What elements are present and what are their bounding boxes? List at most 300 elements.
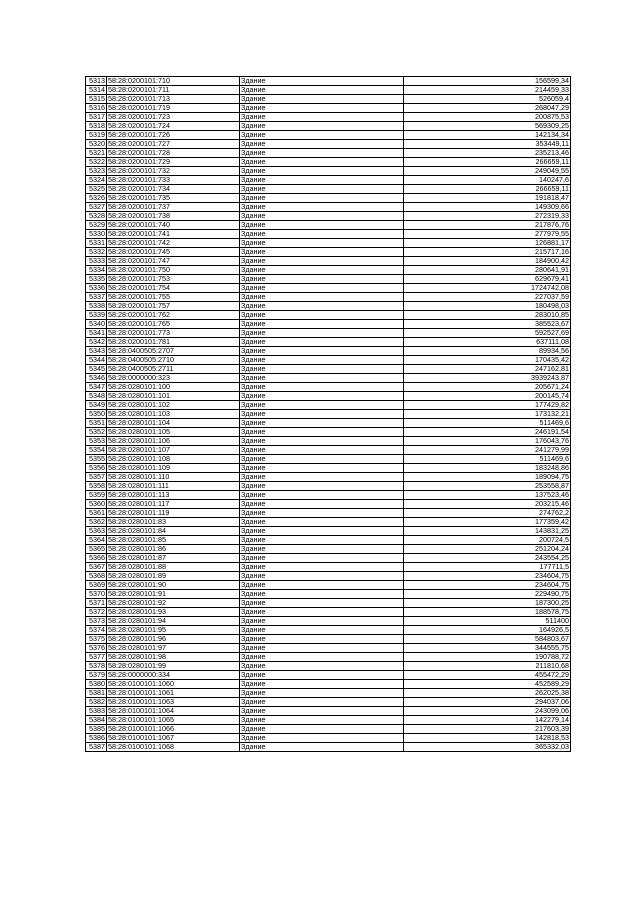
cadastral-number-cell: 58:28:0100101:1066 [107,725,240,734]
cadastral-number-cell: 58:28:0200101:735 [107,194,240,203]
table-row [86,401,571,410]
cadastral-number-cell: 58:28:0100101:1060 [107,680,240,689]
cadastral-value-cell: 274762,2 [404,509,571,518]
cadastral-number-cell: 58:28:0280101:85 [107,536,240,545]
cadastral-number-cell: 58:28:0280101:107 [107,446,240,455]
cadastral-value-cell: 283010,85 [404,311,571,320]
object-type-cell: Здание [240,662,404,671]
cadastral-number-cell: 58:28:0200101:755 [107,293,240,302]
cadastral-value-cell: 511400 [404,617,571,626]
cadastral-value-cell: 143831,25 [404,527,571,536]
table-row [86,374,571,383]
table-row [86,743,571,752]
object-type-cell: Здание [240,545,404,554]
table-row [86,545,571,554]
cadastral-number-cell: 58:28:0200101:745 [107,248,240,257]
row-number-cell: 5320 [86,140,107,149]
table-row [86,617,571,626]
object-type-cell: Здание [240,392,404,401]
cadastral-value-cell: 385523,67 [404,320,571,329]
row-number-cell: 5337 [86,293,107,302]
cadastral-value-cell: 177711,5 [404,563,571,572]
object-type-cell: Здание [240,311,404,320]
object-type-cell: Здание [240,131,404,140]
row-number-cell: 5379 [86,671,107,680]
object-type-cell: Здание [240,464,404,473]
row-number-cell: 5366 [86,554,107,563]
object-type-cell: Здание [240,698,404,707]
cadastral-value-cell: 353449,11 [404,140,571,149]
object-type-cell: Здание [240,230,404,239]
row-number-cell: 5368 [86,572,107,581]
table-row [86,365,571,374]
cadastral-number-cell: 58:28:0200101:747 [107,257,240,266]
cadastral-number-cell: 58:28:0200101:740 [107,221,240,230]
cadastral-value-cell: 183248,86 [404,464,571,473]
row-number-cell: 5383 [86,707,107,716]
object-type-cell: Здание [240,293,404,302]
cadastral-number-cell: 58:28:0280101:91 [107,590,240,599]
table-row [86,662,571,671]
cadastral-value-cell: 234604,75 [404,572,571,581]
cadastral-number-cell: 58:28:0280101:111 [107,482,240,491]
cadastral-number-cell: 58:28:0280101:110 [107,473,240,482]
cadastral-number-cell: 58:28:0280101:98 [107,653,240,662]
row-number-cell: 5321 [86,149,107,158]
cadastral-number-cell: 58:28:0200101:710 [107,77,240,86]
object-type-cell: Здание [240,194,404,203]
object-type-cell: Здание [240,320,404,329]
cadastral-number-cell: 58:28:0100101:1063 [107,698,240,707]
row-number-cell: 5358 [86,482,107,491]
cadastral-value-cell: 211810,68 [404,662,571,671]
cadastral-value-cell: 190788,72 [404,653,571,662]
table-row [86,392,571,401]
object-type-cell: Здание [240,374,404,383]
table-row [86,203,571,212]
row-number-cell: 5325 [86,185,107,194]
object-type-cell: Здание [240,680,404,689]
row-number-cell: 5386 [86,734,107,743]
cadastral-number-cell: 58:28:0280101:117 [107,500,240,509]
table-body [86,77,571,752]
table-row [86,257,571,266]
cadastral-number-cell: 58:28:0280101:97 [107,644,240,653]
row-number-cell: 5338 [86,302,107,311]
cadastral-value-cell: 215717,16 [404,248,571,257]
row-number-cell: 5319 [86,131,107,140]
object-type-cell: Здание [240,122,404,131]
row-number-cell: 5323 [86,167,107,176]
table-row [86,446,571,455]
table-row [86,581,571,590]
cadastral-number-cell: 58:28:0100101:1064 [107,707,240,716]
row-number-cell: 5336 [86,284,107,293]
table-row [86,563,571,572]
cadastral-value-cell: 142134,34 [404,131,571,140]
table-row [86,482,571,491]
object-type-cell: Здание [240,266,404,275]
object-type-cell: Здание [240,185,404,194]
cadastral-value-cell: 173132,21 [404,410,571,419]
row-number-cell: 5367 [86,563,107,572]
table-row [86,491,571,500]
table-row [86,536,571,545]
object-type-cell: Здание [240,212,404,221]
cadastral-number-cell: 58:28:0280101:95 [107,626,240,635]
object-type-cell: Здание [240,482,404,491]
object-type-cell: Здание [240,509,404,518]
cadastral-number-cell: 58:28:0280101:96 [107,635,240,644]
cadastral-value-cell: 149309,66 [404,203,571,212]
cadastral-number-cell: 58:28:0280101:109 [107,464,240,473]
row-number-cell: 5373 [86,617,107,626]
row-number-cell: 5344 [86,356,107,365]
object-type-cell: Здание [240,716,404,725]
row-number-cell: 5359 [86,491,107,500]
object-type-cell: Здание [240,437,404,446]
cadastral-number-cell: 58:28:0200101:738 [107,212,240,221]
table-row [86,302,571,311]
table-row [86,590,571,599]
cadastral-value-cell: 247162,81 [404,365,571,374]
cadastral-number-cell: 58:28:0280101:100 [107,383,240,392]
object-type-cell: Здание [240,635,404,644]
cadastral-value-cell: 584803,67 [404,635,571,644]
object-type-cell: Здание [240,239,404,248]
table-row [86,698,571,707]
table-row [86,500,571,509]
row-number-cell: 5342 [86,338,107,347]
row-number-cell: 5324 [86,176,107,185]
cadastral-value-cell: 227037,59 [404,293,571,302]
row-number-cell: 5349 [86,401,107,410]
table-row [86,383,571,392]
object-type-cell: Здание [240,734,404,743]
cadastral-value-cell: 344555,75 [404,644,571,653]
row-number-cell: 5362 [86,518,107,527]
table-row [86,527,571,536]
table-row [86,518,571,527]
cadastral-number-cell: 58:28:0400505:2711 [107,365,240,374]
row-number-cell: 5350 [86,410,107,419]
cadastral-number-cell: 58:28:0000000:323 [107,374,240,383]
row-number-cell: 5341 [86,329,107,338]
table-row [86,185,571,194]
cadastral-number-cell: 58:28:0280101:104 [107,419,240,428]
cadastral-value-cell: 452589,29 [404,680,571,689]
cadastral-value-cell: 177359,42 [404,518,571,527]
cadastral-number-cell: 58:28:0200101:753 [107,275,240,284]
cadastral-number-cell: 58:28:0280101:87 [107,554,240,563]
cadastral-number-cell: 58:28:0280101:93 [107,608,240,617]
cadastral-value-cell: 200145,74 [404,392,571,401]
object-type-cell: Здание [240,401,404,410]
table-row [86,86,571,95]
row-number-cell: 5355 [86,455,107,464]
cadastral-value-cell: 180498,03 [404,302,571,311]
row-number-cell: 5363 [86,527,107,536]
object-type-cell: Здание [240,176,404,185]
cadastral-value-cell: 251204,24 [404,545,571,554]
cadastral-number-cell: 58:28:0280101:119 [107,509,240,518]
table-row [86,158,571,167]
cadastral-number-cell: 58:28:0200101:711 [107,86,240,95]
row-number-cell: 5375 [86,635,107,644]
table-row [86,644,571,653]
cadastral-value-cell: 243099,06 [404,707,571,716]
cadastral-number-cell: 58:28:0200101:765 [107,320,240,329]
row-number-cell: 5327 [86,203,107,212]
cadastral-number-cell: 58:28:0280101:101 [107,392,240,401]
table-row [86,338,571,347]
cadastral-number-cell: 58:28:0400505:2710 [107,356,240,365]
cadastral-value-cell: 140247,6 [404,176,571,185]
cadastral-number-cell: 58:28:0200101:741 [107,230,240,239]
cadastral-value-cell: 3939243,87 [404,374,571,383]
object-type-cell: Здание [240,410,404,419]
row-number-cell: 5343 [86,347,107,356]
cadastral-number-cell: 58:28:0280101:103 [107,410,240,419]
row-number-cell: 5382 [86,698,107,707]
object-type-cell: Здание [240,113,404,122]
cadastral-number-cell: 58:28:0280101:105 [107,428,240,437]
cadastral-value-cell: 188578,75 [404,608,571,617]
cadastral-number-cell: 58:28:0280101:92 [107,599,240,608]
cadastral-number-cell: 58:28:0200101:773 [107,329,240,338]
object-type-cell: Здание [240,365,404,374]
row-number-cell: 5372 [86,608,107,617]
row-number-cell: 5331 [86,239,107,248]
row-number-cell: 5353 [86,437,107,446]
table-row [86,293,571,302]
table-row [86,149,571,158]
cadastral-value-cell: 200724,5 [404,536,571,545]
object-type-cell: Здание [240,599,404,608]
object-type-cell: Здание [240,455,404,464]
table-row [86,284,571,293]
object-type-cell: Здание [240,347,404,356]
object-type-cell: Здание [240,617,404,626]
object-type-cell: Здание [240,725,404,734]
table-row [86,689,571,698]
cadastral-value-cell: 156599,34 [404,77,571,86]
row-number-cell: 5322 [86,158,107,167]
row-number-cell: 5330 [86,230,107,239]
cadastral-value-cell: 629679,41 [404,275,571,284]
object-type-cell: Здание [240,608,404,617]
cadastral-number-cell: 58:28:0200101:762 [107,311,240,320]
row-number-cell: 5374 [86,626,107,635]
cadastral-number-cell: 58:28:0200101:724 [107,122,240,131]
table-row [86,140,571,149]
cadastral-value-cell: 365332,03 [404,743,571,752]
table-row [86,113,571,122]
object-type-cell: Здание [240,203,404,212]
object-type-cell: Здание [240,707,404,716]
row-number-cell: 5378 [86,662,107,671]
cadastral-number-cell: 58:28:0200101:719 [107,104,240,113]
cadastral-value-cell: 176043,76 [404,437,571,446]
cadastral-value-cell: 266659,11 [404,158,571,167]
object-type-cell: Здание [240,491,404,500]
cadastral-value-cell: 526059,4 [404,95,571,104]
object-type-cell: Здание [240,689,404,698]
table-row [86,734,571,743]
object-type-cell: Здание [240,743,404,752]
row-number-cell: 5387 [86,743,107,752]
object-type-cell: Здание [240,302,404,311]
cadastral-number-cell: 58:28:0280101:89 [107,572,240,581]
row-number-cell: 5354 [86,446,107,455]
cadastral-value-cell: 164926,5 [404,626,571,635]
table-row [86,329,571,338]
cadastral-number-cell: 58:28:0400505:2707 [107,347,240,356]
row-number-cell: 5361 [86,509,107,518]
row-number-cell: 5340 [86,320,107,329]
cadastral-value-cell: 272319,33 [404,212,571,221]
object-type-cell: Здание [240,329,404,338]
cadastral-number-cell: 58:28:0280101:113 [107,491,240,500]
object-type-cell: Здание [240,626,404,635]
object-type-cell: Здание [240,581,404,590]
cadastral-value-cell: 187300,25 [404,599,571,608]
object-type-cell: Здание [240,572,404,581]
cadastral-number-cell: 58:28:0280101:90 [107,581,240,590]
object-type-cell: Здание [240,248,404,257]
cadastral-value-cell: 191818,47 [404,194,571,203]
table-row [86,437,571,446]
object-type-cell: Здание [240,590,404,599]
cadastral-value-cell: 511469,6 [404,419,571,428]
cadastral-value-cell: 243554,25 [404,554,571,563]
cadastral-number-cell: 58:28:0200101:734 [107,185,240,194]
table-row [86,671,571,680]
cadastral-value-cell: 142818,53 [404,734,571,743]
object-type-cell: Здание [240,149,404,158]
table-row [86,608,571,617]
cadastral-value-cell: 205671,24 [404,383,571,392]
object-type-cell: Здание [240,383,404,392]
cadastral-number-cell: 58:28:0200101:723 [107,113,240,122]
cadastral-number-cell: 58:28:0200101:742 [107,239,240,248]
cadastral-number-cell: 58:28:0200101:732 [107,167,240,176]
table-row [86,455,571,464]
cadastral-number-cell: 58:28:0200101:733 [107,176,240,185]
cadastral-number-cell: 58:28:0280101:94 [107,617,240,626]
row-number-cell: 5334 [86,266,107,275]
object-type-cell: Здание [240,167,404,176]
table-row [86,725,571,734]
row-number-cell: 5360 [86,500,107,509]
table-row [86,347,571,356]
cadastral-value-cell: 170435,42 [404,356,571,365]
table-row [86,509,571,518]
cadastral-value-cell: 569309,25 [404,122,571,131]
object-type-cell: Здание [240,428,404,437]
cadastral-value-cell: 637111,08 [404,338,571,347]
table-row [86,167,571,176]
cadastral-value-cell: 200875,53 [404,113,571,122]
object-type-cell: Здание [240,554,404,563]
row-number-cell: 5313 [86,77,107,86]
object-type-cell: Здание [240,518,404,527]
row-number-cell: 5345 [86,365,107,374]
cadastral-number-cell: 58:28:0200101:750 [107,266,240,275]
cadastral-number-cell: 58:28:0280101:106 [107,437,240,446]
row-number-cell: 5370 [86,590,107,599]
row-number-cell: 5371 [86,599,107,608]
cadastral-value-cell: 235213,46 [404,149,571,158]
cadastral-number-cell: 58:28:0280101:108 [107,455,240,464]
row-number-cell: 5315 [86,95,107,104]
cadastral-number-cell: 58:28:0200101:726 [107,131,240,140]
object-type-cell: Здание [240,473,404,482]
object-type-cell: Здание [240,95,404,104]
row-number-cell: 5333 [86,257,107,266]
cadastral-value-cell: 268047,29 [404,104,571,113]
cadastral-value-cell: 241279,99 [404,446,571,455]
row-number-cell: 5335 [86,275,107,284]
row-number-cell: 5339 [86,311,107,320]
cadastral-value-cell: 294037,06 [404,698,571,707]
cadastral-number-cell: 58:28:0100101:1068 [107,743,240,752]
table-row [86,356,571,365]
row-number-cell: 5377 [86,653,107,662]
row-number-cell: 5385 [86,725,107,734]
table-row [86,599,571,608]
object-type-cell: Здание [240,671,404,680]
cadastral-value-cell: 455472,29 [404,671,571,680]
object-type-cell: Здание [240,653,404,662]
table-row [86,428,571,437]
row-number-cell: 5348 [86,392,107,401]
row-number-cell: 5352 [86,428,107,437]
object-type-cell: Здание [240,644,404,653]
table-row [86,239,571,248]
table-row [86,104,571,113]
table-row [86,248,571,257]
row-number-cell: 5347 [86,383,107,392]
row-number-cell: 5364 [86,536,107,545]
object-type-cell: Здание [240,563,404,572]
cadastral-number-cell: 58:28:0280101:102 [107,401,240,410]
table-row [86,554,571,563]
row-number-cell: 5357 [86,473,107,482]
cadastral-number-cell: 58:28:0280101:88 [107,563,240,572]
cadastral-number-cell: 58:28:0280101:99 [107,662,240,671]
table-row [86,266,571,275]
object-type-cell: Здание [240,140,404,149]
object-type-cell: Здание [240,536,404,545]
cadastral-number-cell: 58:28:0100101:1061 [107,689,240,698]
row-number-cell: 5351 [86,419,107,428]
cadastral-number-cell: 58:28:0200101:754 [107,284,240,293]
cadastral-number-cell: 58:28:0200101:727 [107,140,240,149]
table-row [86,212,571,221]
row-number-cell: 5316 [86,104,107,113]
cadastral-value-cell: 229490,75 [404,590,571,599]
cadastral-number-cell: 58:28:0280101:84 [107,527,240,536]
object-type-cell: Здание [240,86,404,95]
table-row [86,464,571,473]
row-number-cell: 5376 [86,644,107,653]
cadastral-number-cell: 58:28:0200101:729 [107,158,240,167]
table-row [86,176,571,185]
object-type-cell: Здание [240,446,404,455]
row-number-cell: 5314 [86,86,107,95]
cadastral-value-cell: 262025,38 [404,689,571,698]
